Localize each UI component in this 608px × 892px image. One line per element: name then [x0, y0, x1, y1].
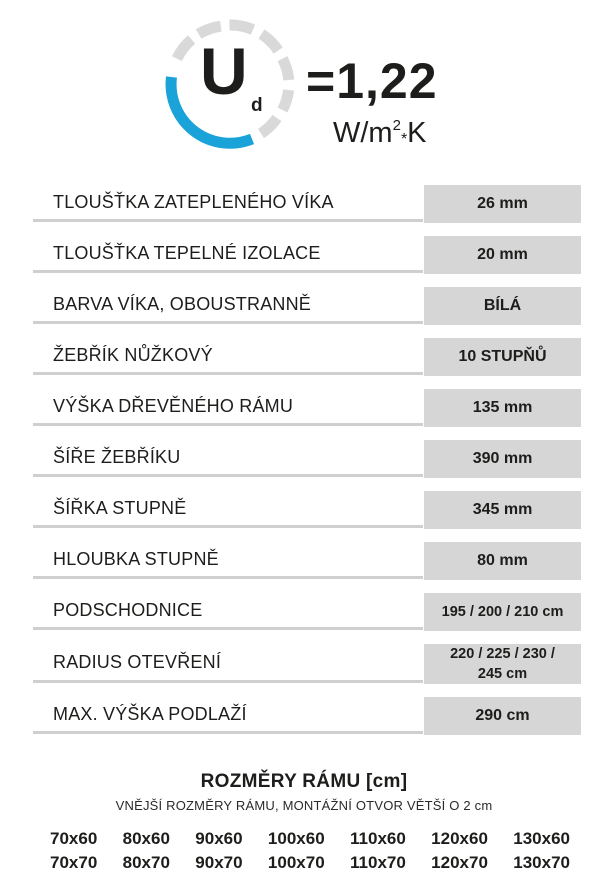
spec-value: 26 mm — [424, 185, 581, 223]
frame-size: 120x70 — [431, 853, 488, 872]
spec-value: 195 / 200 / 210 cm — [424, 593, 581, 631]
ud-unit-base: W/m — [333, 117, 393, 149]
frame-size: 90x70 — [195, 853, 243, 872]
spec-label: RADIUS OTEVŘENÍ — [33, 645, 423, 683]
spec-label: ŽEBŘÍK NŮŽKOVÝ — [33, 339, 423, 375]
frame-subtitle: VNĚJŠÍ ROZMĚRY RÁMU, MONTÁŽNÍ OTVOR VĚTŠÍ O 2 cm — [115, 798, 493, 813]
spec-row — [33, 645, 581, 683]
ud-unit-dot: * — [400, 131, 408, 148]
spec-row — [33, 543, 581, 579]
frame-size-row — [50, 853, 570, 873]
frame-size: 100x60 — [267, 829, 325, 848]
frame-size: 130x70 — [513, 853, 570, 872]
spec-label: MAX. VÝŠKA PODLAŽÍ — [33, 698, 423, 734]
spec-row — [33, 186, 581, 222]
spec-value: 80 mm — [424, 542, 581, 580]
spec-label: BARVA VÍKA, OBOUSTRANNĚ — [33, 288, 423, 324]
ud-subscript: d — [251, 95, 263, 116]
spec-label: ŠÍŘE ŽEBŘÍKU — [33, 441, 423, 477]
spec-label: TLOUŠŤKA ZATEPLENÉHO VÍKA — [33, 186, 423, 222]
frame-title: ROZMĚRY RÁMU [cm] — [200, 771, 408, 792]
ud-unit — [333, 111, 427, 154]
spec-row — [33, 339, 581, 375]
ud-badge — [0, 0, 608, 160]
spec-row — [33, 390, 581, 426]
spec-value: 20 mm — [424, 236, 581, 274]
frame-size: 80x60 — [122, 829, 170, 848]
spec-table — [33, 186, 581, 749]
spec-label: PODSCHODNICE — [33, 594, 423, 630]
spec-value: 135 mm — [424, 389, 581, 427]
frame-size: 120x60 — [431, 829, 488, 848]
frame-size: 70x70 — [50, 853, 98, 872]
spec-row — [33, 237, 581, 273]
ud-unit-end: K — [407, 117, 427, 149]
spec-row — [33, 698, 581, 734]
spec-label: HLOUBKA STUPNĚ — [33, 543, 423, 579]
spec-value: BÍLÁ — [424, 287, 581, 325]
spec-value — [424, 644, 581, 684]
spec-label: ŠÍŘKA STUPNĚ — [33, 492, 423, 528]
spec-value: 290 cm — [424, 697, 581, 735]
spec-value-line1: 220 / 225 / 230 / — [450, 646, 555, 662]
spec-label: TLOUŠŤKA TEPELNÉ IZOLACE — [33, 237, 423, 273]
frame-size: 100x70 — [267, 853, 325, 872]
frame-size: 80x70 — [122, 853, 170, 872]
spec-value: 345 mm — [424, 491, 581, 529]
frame-size: 130x60 — [513, 829, 570, 848]
frame-size: 90x60 — [195, 829, 243, 848]
ud-symbol: U — [200, 34, 248, 108]
spec-row — [33, 441, 581, 477]
spec-value-line2: 245 cm — [477, 666, 528, 682]
spec-row — [33, 288, 581, 324]
frame-dimensions — [0, 770, 608, 815]
ud-unit-exp: 2 — [392, 117, 401, 134]
spec-row — [33, 594, 581, 630]
frame-size: 110x70 — [350, 853, 406, 872]
frame-size-row — [50, 829, 570, 849]
frame-size: 70x60 — [50, 829, 98, 848]
frame-size: 110x60 — [350, 829, 406, 848]
spec-label: VÝŠKA DŘEVĚNÉHO RÁMU — [33, 390, 423, 426]
ud-value: =1,22 — [306, 53, 438, 109]
spec-value: 390 mm — [424, 440, 581, 478]
spec-row — [33, 492, 581, 528]
spec-value: 10 STUPŇŮ — [424, 338, 581, 376]
